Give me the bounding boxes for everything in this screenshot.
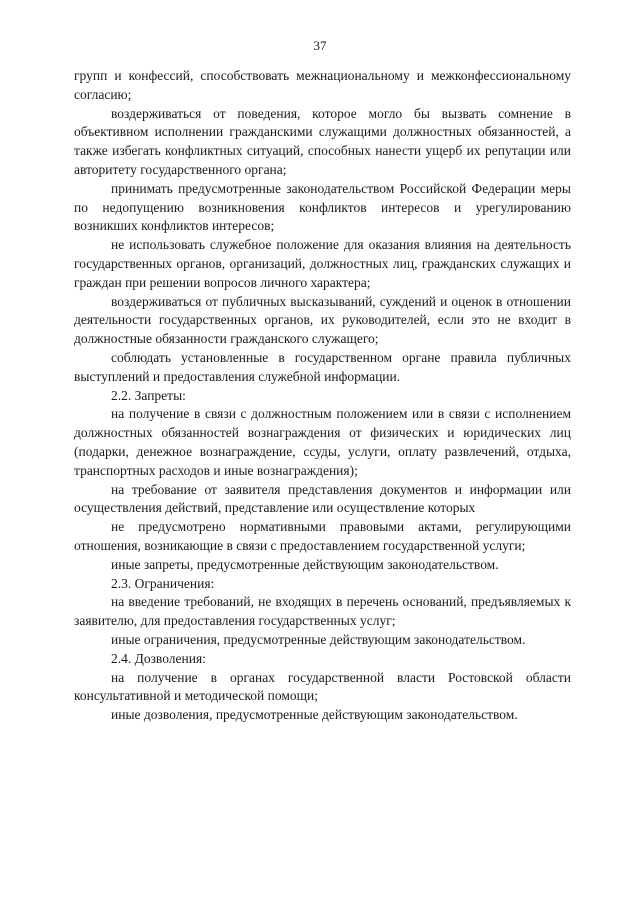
paragraph-restriction: на введение требований, не входящих в перечень оснований, предъявляемых к заявителю, для предоставления государственных услуг; [74,594,571,629]
paragraph-prohibition: на требование от заявителя представления документов и информации или осуществления действий, представление или осуществление которых [74,481,571,516]
paragraph-prohibition: иные запреты, предусмотренные действующим законодательством. [111,556,499,572]
paragraph-restriction: иные ограничения, предусмотренные действующим законодательством. [111,631,526,647]
paragraph-permission: на получение в органах государственной власти Ростовской области консультативной и методической помощи; [74,669,571,704]
paragraph-obligation: соблюдать установленные в государственном органе правила публичных выступлений и предоставления служебной информации. [74,349,571,384]
paragraph-prohibition: не предусмотрено нормативными правовыми актами, регулирующими отношения, возникающие в связи с предоставлением государственной услуги; [74,519,571,553]
section-heading-restrictions: 2.3. Ограничения: [111,575,215,591]
section-heading-prohibitions: 2.2. Запреты: [111,387,186,403]
paragraph-obligation: не использовать служебное положение для оказания влияния на деятельность государственных органов, организаций, должностных лиц, гражданских служащих и граждан при решении вопросов личного характера; [74,237,571,290]
paragraph-obligation: воздерживаться от поведения, которое могло бы вызвать сомнение в объективном исполнении гражданскими служащими должностных обязанностей, а также избегать конфликтных ситуаций, способных нанести ущерб их репутации или авторитету государственного органа; [74,105,571,177]
paragraph-obligation: принимать предусмотренные законодательством Российской Федерации меры по недопущению возникновения конфликтов интересов и урегулированию возникших конфликтов интересов; [74,180,571,234]
paragraph-obligation: воздерживаться от публичных высказываний, суждений и оценок в отношении деятельности государственных органов, их руководителей, если это не входит в должностные обязанности гражданского служащего; [74,293,571,347]
paragraph-prohibition: на получение в связи с должностным положением или в связи с исполнением должностных обязанностей вознаграждения от физических и юридических лиц (подарки, денежное вознаграждение, ссуды, услуги, оплату развлечений, отдыха, транспортных расходов и иные вознаграждения); [74,406,571,478]
document-body [74,67,571,725]
page-number: 37 [313,38,327,53]
paragraph-continuation: групп и конфессий, способствовать межнациональному и межконфессиональному согласию; [74,68,571,102]
paragraph-permission: иные дозволения, предусмотренные действующим законодательством. [111,707,518,723]
section-heading-permissions: 2.4. Дозволения: [111,650,206,666]
